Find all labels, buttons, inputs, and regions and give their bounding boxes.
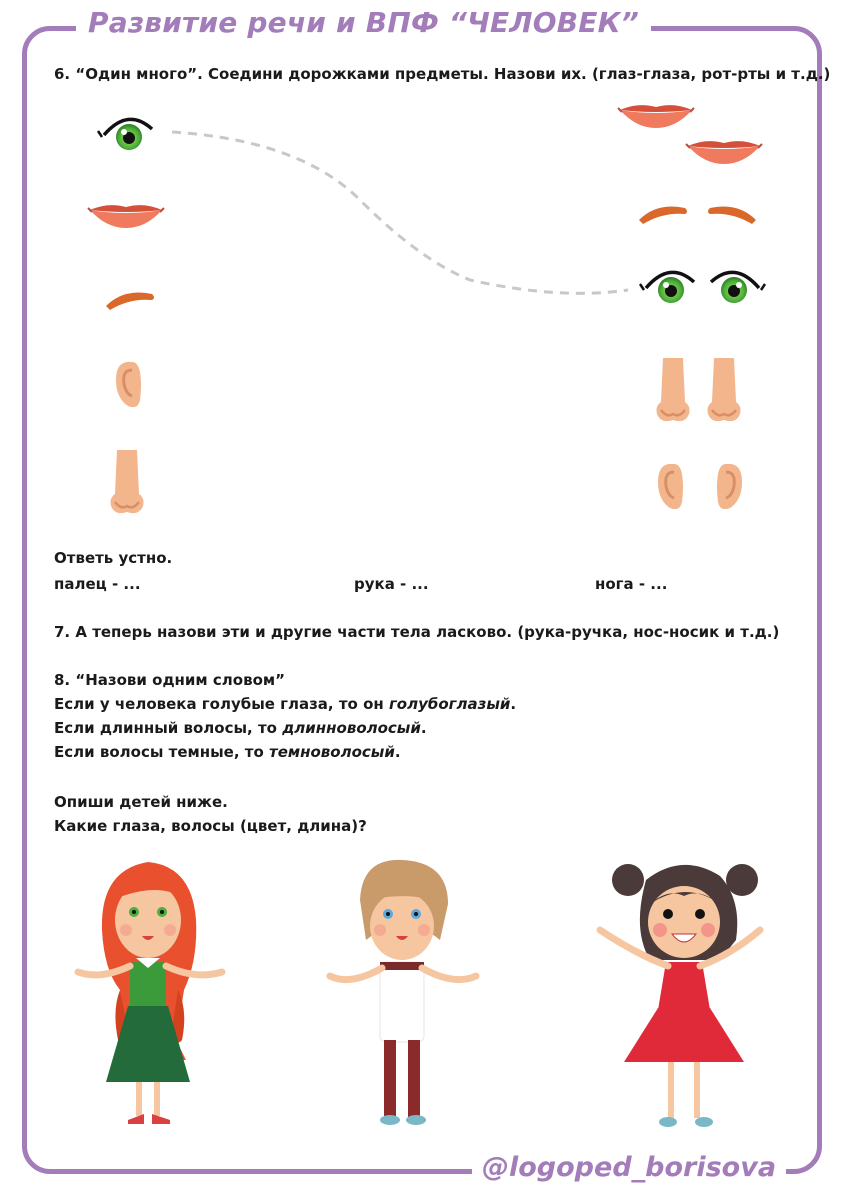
describe-line1: Опиши детей ниже.	[54, 793, 228, 811]
right-two-eyebrows-icon	[639, 207, 756, 225]
right-two-lips-icon	[618, 105, 762, 164]
right-two-ears-icon	[658, 464, 742, 509]
redhead-girl-illustration	[78, 862, 222, 1124]
task7-heading: 7. А теперь назови эти и другие части тела ласково. (рука-ручка, нос-носик и т.д.)	[54, 623, 780, 641]
left-eye-icon	[98, 119, 152, 153]
task8-line1: Если у человека голубые глаза, то он голубоглазый.	[54, 695, 517, 713]
task6-heading: 6. “Один много”. Соедини дорожками предметы. Назови их. (глаз-глаза, рот-рты и т.д.)	[54, 65, 831, 83]
dark-haired-girl-illustration	[600, 864, 760, 1127]
answer-leg: нога - ...	[595, 575, 668, 593]
describe-line2: Какие глаза, волосы (цвет, длина)?	[54, 817, 367, 835]
left-lips-icon	[88, 205, 164, 228]
answer-hand: рука - ...	[354, 575, 429, 593]
left-nose-icon	[111, 450, 144, 513]
task8-line2: Если длинный волосы, то длинноволосый.	[54, 719, 427, 737]
page-title: Развитие речи и ВПФ “ЧЕЛОВЕК”	[76, 6, 651, 39]
left-ear-icon	[116, 362, 141, 407]
footer-handle: @logoped_borisova	[472, 1152, 786, 1183]
right-two-noses-icon	[657, 358, 741, 421]
answer-finger: палец - ...	[54, 575, 141, 593]
right-two-eyes-icon	[640, 272, 765, 306]
task8-heading: 8. “Назови одним словом”	[54, 671, 286, 689]
task8-line3: Если волосы темные, то темноволосый.	[54, 743, 401, 761]
answer-title: Ответь устно.	[54, 549, 173, 567]
connecting-path	[172, 132, 628, 293]
left-eyebrow-icon	[106, 293, 154, 311]
boy-illustration	[330, 860, 476, 1125]
